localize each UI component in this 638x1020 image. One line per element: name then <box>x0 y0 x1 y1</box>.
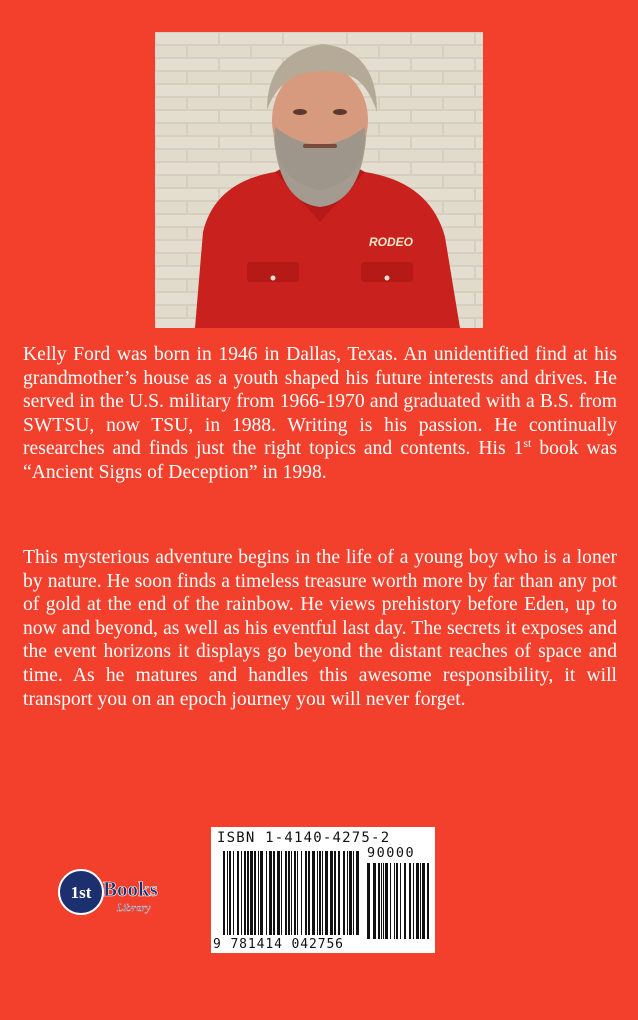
barcode-bar <box>241 851 242 935</box>
barcode-bar <box>400 863 401 939</box>
barcode-bar <box>349 851 352 935</box>
barcode-bar <box>394 863 395 939</box>
publisher-logo-circle-text: 1st <box>70 883 92 902</box>
barcode-bar <box>378 863 380 939</box>
barcode-bar <box>258 851 259 935</box>
barcode-bar <box>229 851 231 935</box>
author-bio-part2: book was “Ancient Signs of Deception” in 1998. <box>23 438 617 483</box>
barcode-bar <box>301 851 302 935</box>
barcode-bar <box>427 863 429 939</box>
author-photo <box>155 32 483 328</box>
barcode-bar <box>250 851 253 935</box>
publisher-logo-sub: Library <box>117 902 151 914</box>
barcode-bar <box>338 851 340 935</box>
barcode-bar <box>285 851 287 935</box>
barcode-bar <box>291 851 292 935</box>
barcode-bar <box>367 863 370 939</box>
barcode-bar <box>416 863 419 939</box>
barcode-bar <box>353 851 354 935</box>
barcode-bar <box>390 863 391 939</box>
isbn-barcode <box>211 827 435 953</box>
barcode-bar <box>330 851 333 935</box>
barcode-bar <box>227 851 228 935</box>
barcode-bar <box>288 851 290 935</box>
barcode-bar <box>308 851 310 935</box>
barcode-bar <box>385 863 388 939</box>
barcode-bar <box>347 851 348 935</box>
barcode-bar <box>404 863 406 939</box>
barcode-bar <box>420 863 421 939</box>
author-bio <box>23 343 617 485</box>
barcode-bar <box>269 851 272 935</box>
barcode-bar <box>312 851 315 935</box>
barcode-bar <box>277 851 280 935</box>
barcode-bar <box>322 851 323 935</box>
shirt-logo-text: RODEO <box>368 235 414 249</box>
barcode-bar <box>381 863 382 939</box>
author-bio-part1: Kelly Ford was born in 1946 in Dallas, Texas. An unidentified find at his grandmother’s house as a youth shaped his future interests and drives. He served in the U.S. military from 1966-1970 and graduated with a B.S. from SWTSU, now TSU, in 1988. Writing is his passion. He continually researches and finds just the right topics and contents. His 1 <box>23 344 617 460</box>
barcode-bar <box>260 851 263 935</box>
publisher-logo-word: Books <box>103 877 158 901</box>
barcode-bar <box>223 851 225 935</box>
publisher-logo <box>57 866 177 918</box>
barcode-bar <box>305 851 307 935</box>
barcode-bar <box>422 863 425 939</box>
barcode-bar <box>254 851 256 935</box>
barcode-bar <box>281 851 282 935</box>
barcode-bar <box>273 851 275 935</box>
barcode-bar <box>237 851 239 935</box>
barcode-bar <box>373 863 376 939</box>
barcode-bar <box>409 863 411 939</box>
price-addon-code: 90000 <box>367 845 416 861</box>
ean-digits: 9 781414 042756 <box>213 937 344 952</box>
barcode-bar <box>317 851 318 935</box>
barcode-bar <box>343 851 345 935</box>
barcode-bar <box>396 863 398 939</box>
barcode-bar <box>334 851 336 935</box>
barcode-bar <box>297 851 298 935</box>
barcode-bar <box>413 863 414 939</box>
barcode-bar <box>247 851 249 935</box>
barcode-bar <box>244 851 246 935</box>
barcode-bar <box>325 851 328 935</box>
barcode-bar <box>383 863 384 939</box>
barcode-bar <box>233 851 234 935</box>
author-bio-superscript: st <box>523 436 532 451</box>
barcode-bar <box>356 851 359 935</box>
isbn-text: ISBN 1-4140-4275-2 <box>217 830 391 846</box>
barcode-bar <box>266 851 267 935</box>
book-blurb: This mysterious adventure begins in the life of a young boy who is a loner by nature. He soon finds a timeless treasure worth more by far than any pot of gold at the end of the rainbow. He views prehistory before Eden, up to now and beyond, as well as his eventful last day. The secrets it exposes and the event horizons it displays go beyond the distant reaches of space and time. As he matures and handles this awesome responsibility, it will transport you on an epoch journey you will never forget. <box>23 547 617 710</box>
barcode-bar <box>319 851 321 935</box>
barcode-bar <box>294 851 296 935</box>
